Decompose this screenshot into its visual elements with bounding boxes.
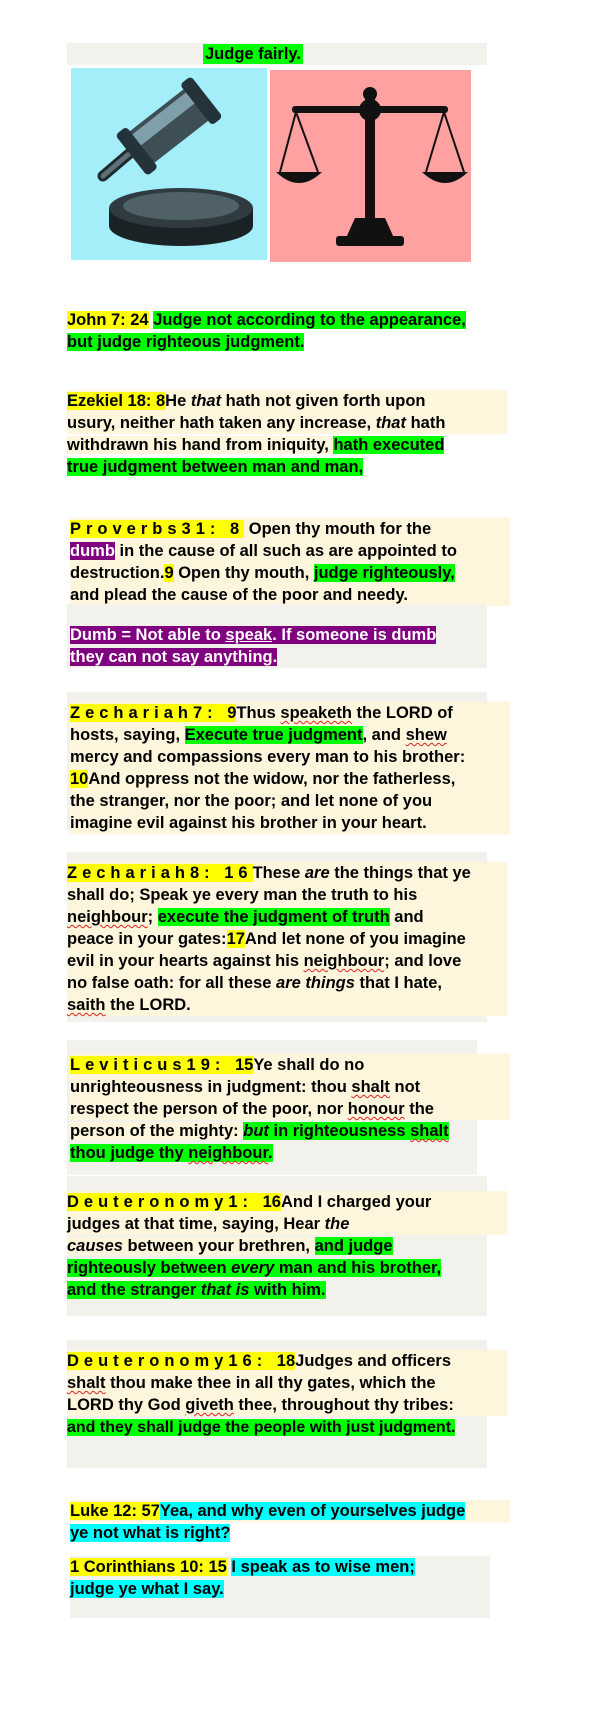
highlighted-text: judge righteously, — [313, 564, 455, 582]
verse-reference: Luke 12: 57 — [70, 1502, 160, 1520]
verse-deuteronomy-16-18: Deuteronomy16: 18Judges and officers shalt thou make thee in all thy gates, which the LORD thy God giveth thee, throughout thy tribes: and they shall judge the people with just judgment. — [67, 1350, 507, 1439]
verse-zechariah-8-16: Zechariah8: 16These are the things that ye shall do; Speak ye every man the truth to his neighbour; execute the judgment of truth and peace in your gates:17And let none of you imagine evil in your hearts against his neighbour; and love no false oath: for all these are things that I hate, saith the LORD. — [67, 862, 507, 1016]
verse-reference: 1 Corinthians 10: 15 — [70, 1558, 227, 1576]
verse-zechariah-7-9: Zechariah7: 9Thus speaketh the LORD of hosts, saying, Execute true judgment, and shew mercy and compassions every man to his brother: 10And oppress not the widow, nor the fatherless, the stranger, nor the poor; and let none of you imagine evil against his brother in your heart. — [70, 702, 510, 834]
highlighted-text: thou judge thy neighbour. — [70, 1144, 273, 1162]
verse-ezekiel-18-8: Ezekiel 18: 8He that hath not given forth upon usury, neither hath taken any increase, that hath withdrawn his hand from iniquity, hath executed true judgment between man and man, — [67, 390, 507, 478]
highlighted-text: I speak as to wise men; — [231, 1558, 415, 1576]
verse-reference: Proverbs31: 8 — [70, 520, 245, 538]
verse-reference: Ezekiel 18: 8 — [67, 392, 166, 410]
scale-image — [270, 70, 471, 262]
highlighted-text: hath executed — [333, 436, 445, 454]
highlighted-word: dumb — [70, 542, 115, 560]
verse-1-corinthians-10-15 — [70, 1556, 510, 1600]
highlighted-text: Judge not according to the appearance, — [153, 311, 466, 329]
verse-reference: Deuteronomy1: — [67, 1193, 263, 1211]
verse-reference: Leviticus19: — [70, 1056, 235, 1074]
verse-deuteronomy-1-16: Deuteronomy1: 16And I charged your judges at that time, saying, Hear the causes between your brethren, and judge righteously between every man and his brother, and the stranger that is with him. — [67, 1191, 507, 1301]
highlighted-text: and they shall judge the people with just judgment. — [67, 1419, 456, 1436]
scale-of-justice-icon — [270, 70, 471, 262]
highlighted-text: execute the judgment of truth — [157, 908, 390, 926]
verse-reference: Zechariah7: — [70, 704, 228, 722]
verse-proverbs-31-8: Proverbs31: 8 Open thy mouth for the dumb in the cause of all such as are appointed to destruction.9 Open thy mouth, judge righteously, and plead the cause of the poor and needy. — [70, 518, 510, 606]
gavel-icon — [71, 68, 267, 260]
verse-reference: Deuteronomy16: — [67, 1352, 277, 1370]
definition-note: Dumb = Not able to speak. If someone is dumb they can not say anything. — [70, 626, 437, 666]
page-title: Judge fairly. — [205, 45, 301, 63]
highlighted-text: ye not what is right? — [70, 1524, 231, 1542]
verse-luke-12-57 — [70, 1500, 510, 1544]
gavel-image — [71, 68, 267, 260]
verse-reference: John 7: 24 — [67, 311, 149, 329]
highlighted-text: righteously between every man and his brother, — [67, 1259, 442, 1277]
highlighted-text: judge ye what I say. — [70, 1580, 224, 1598]
highlighted-text: and judge — [314, 1237, 393, 1255]
highlighted-text: and the stranger that is with him. — [67, 1281, 326, 1299]
verse-john-7-24 — [67, 309, 507, 353]
verse-reference: Zechariah8: 16 — [67, 864, 253, 882]
highlighted-text: true judgment between man and man, — [67, 458, 364, 476]
highlighted-text: Yea, and why even of yourselves judge — [159, 1502, 466, 1520]
verse-leviticus-19-15: Leviticus19: 15Ye shall do no unrighteousness in judgment: thou shalt not respect the person of the poor, nor honour the person of the mighty: but in righteousness shalt thou judge thy neighbour. — [70, 1054, 510, 1164]
highlighted-text: but judge righteous judgment. — [67, 333, 305, 351]
highlighted-text: but in righteousness shalt — [243, 1122, 449, 1140]
highlighted-text: Execute true judgment — [184, 726, 363, 744]
